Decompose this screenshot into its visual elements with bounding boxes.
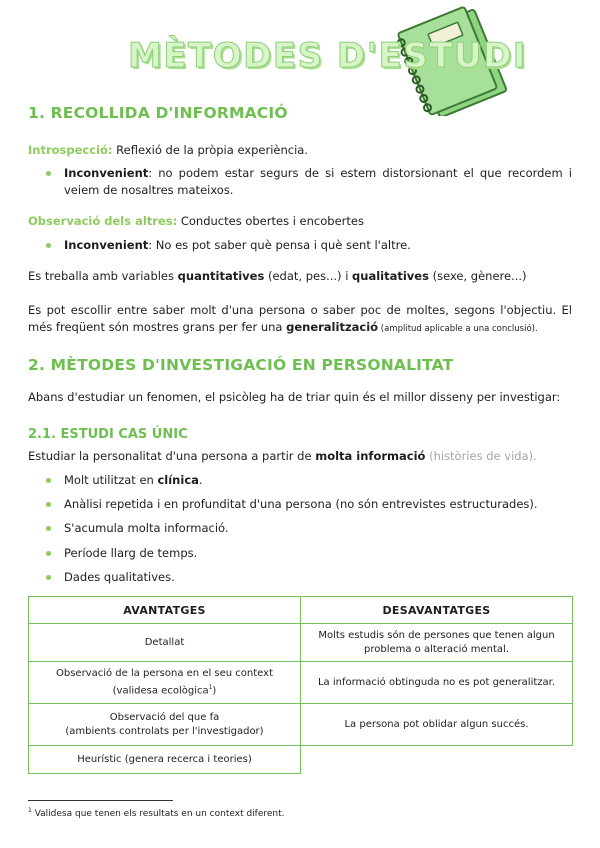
header-desavantatges: DESAVANTATGES [301, 597, 573, 624]
section-2-intro: Abans d'estudiar un fenomen, el psicòleg ha de triar quin és el millor disseny per investigar: [28, 390, 561, 404]
bullet-icon [46, 551, 51, 556]
text-span: ) [212, 685, 217, 697]
text-span: (sexe, gènere...) [428, 269, 527, 283]
table-cell [29, 662, 301, 704]
inconvenient-label: Inconvenient [64, 238, 149, 252]
table-cell: La informació obtinguda no es pot generalitzar. [301, 662, 573, 704]
list-item-text: Període llarg de temps. [64, 546, 198, 560]
observacio-line [28, 213, 572, 230]
list-item [46, 545, 572, 562]
text-span: Estudiar la personalitat d'una persona a partir de [28, 449, 316, 463]
footnote-divider [28, 800, 173, 801]
text-span: Observació del que fa [109, 711, 220, 723]
table-cell-empty [301, 746, 573, 774]
observacio-label: Observació dels altres: [28, 214, 178, 228]
bold-term: clínica [157, 473, 199, 487]
observacio-text: Conductes obertes i encobertes [180, 214, 364, 228]
bold-term: generalització [286, 320, 379, 334]
bold-term: molta informació [315, 449, 426, 463]
introspeccio-line [28, 142, 572, 159]
text-span: (edat, pes...) i [264, 269, 353, 283]
table-cell: La persona pot oblidar algun succés. [301, 704, 573, 746]
list-item-text: Dades qualitatives. [64, 570, 175, 584]
table-row [29, 624, 573, 662]
list-item-text: Anàlisi repetida i en profunditat d'una persona (no són entrevistes estructurades). [64, 497, 538, 511]
list-item [46, 472, 572, 489]
bullet-icon [46, 243, 51, 248]
text-span: Molt utilitzat en [64, 473, 158, 487]
inconvenient-text: : No es pot saber què pensa i què sent l'altre. [148, 238, 411, 252]
table-cell [29, 704, 301, 746]
bold-term: quantitatives [177, 269, 265, 283]
study-paragraph [28, 448, 572, 465]
page-title: MÈTODES D'ESTUDI [128, 36, 527, 76]
bullet-icon [46, 502, 51, 507]
list-item [46, 165, 572, 199]
footnote-ref: 1 [208, 683, 213, 691]
section-1-heading: 1. RECOLLIDA D'INFORMACIÓ [28, 104, 288, 122]
list-item [46, 496, 572, 513]
bold-term: qualitatives [352, 269, 429, 283]
bullet-icon [46, 575, 51, 580]
footnote-number: 1 [28, 807, 32, 814]
text-span: Es treballa amb variables [28, 269, 178, 283]
table-row [29, 704, 573, 746]
inconvenient-label: Inconvenient [64, 166, 149, 180]
text-span: Observació de la persona en el seu context [55, 667, 273, 679]
grey-note: (històries de vida). [425, 449, 537, 463]
text-span: . [198, 473, 203, 487]
introspeccio-label: Introspecció: [28, 143, 113, 157]
footnote-text: Validesa que tenen els resultats en un context diferent. [31, 809, 285, 819]
table-row [29, 662, 573, 704]
table-row [29, 746, 573, 774]
bullet-icon [46, 171, 51, 176]
footnote [28, 807, 285, 819]
list-item-text: S'acumula molta informació. [64, 521, 229, 535]
list-item [46, 520, 572, 537]
bullet-icon [46, 526, 51, 531]
table-cell: Molts estudis són de persones que tenen algun problema o alteració mental. [301, 624, 573, 662]
advantages-table [28, 596, 573, 774]
table-cell: Heurístic (genera recerca i teories) [29, 746, 301, 774]
list-item [46, 237, 572, 254]
inconvenient-text: : no podem estar segurs de si estem distorsionant el que recordem i veiem de nosaltres mateixos. [64, 166, 572, 197]
bullet-icon [46, 478, 51, 483]
escollir-paragraph [28, 302, 572, 338]
subsection-heading: 2.1. ESTUDI CAS ÚNIC [28, 427, 188, 442]
header-avantatges: AVANTATGES [29, 597, 301, 624]
table-header-row [29, 597, 573, 624]
section-2-heading: 2. MÈTODES D'INVESTIGACIÓ EN PERSONALITAT [28, 356, 454, 374]
text-span: (ambients controlats per l'investigador) [65, 725, 264, 737]
small-note: (amplitud aplicable a una conclusió). [378, 324, 538, 334]
text-span: (validesa ecològica [112, 685, 209, 697]
table-cell: Detallat [29, 624, 301, 662]
text-span: Es pot escollir entre saber molt d'una persona o saber poc de moltes, segons l'objectiu. El més freqüent són mostres grans per fer una [28, 303, 572, 334]
list-item [46, 569, 572, 586]
variables-paragraph [28, 268, 572, 285]
introspeccio-text: Reflexió de la pròpia experiència. [116, 143, 309, 157]
